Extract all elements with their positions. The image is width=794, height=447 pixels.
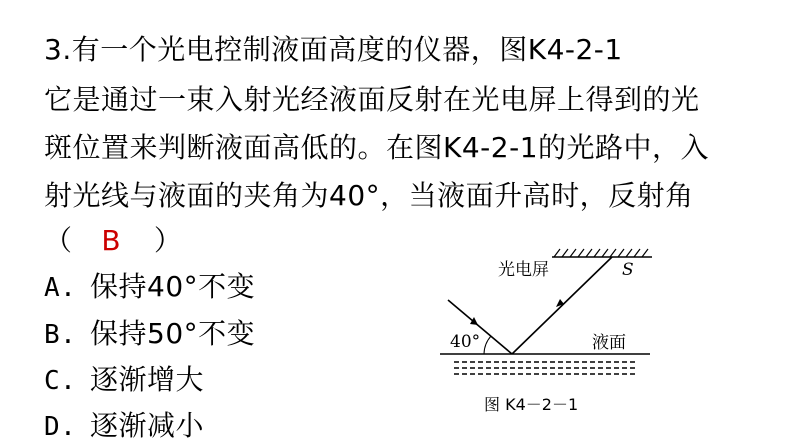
option-c xyxy=(44,360,204,401)
question-line-3: 斑位置来判断液面高低的。在图K4-2-1的光路中，入 xyxy=(44,131,710,164)
answer-paren-open: （ xyxy=(44,224,73,257)
surface-label: 液面 xyxy=(592,333,626,353)
option-b xyxy=(44,314,255,355)
option-d-letter: D. xyxy=(44,412,77,442)
option-b-text: 保持50°不变 xyxy=(90,317,256,350)
optics-diagram xyxy=(440,244,670,429)
answer-line xyxy=(44,221,182,261)
incident-arrow xyxy=(470,317,478,325)
option-a-text: 保持40°不变 xyxy=(90,270,256,303)
liquid-dashes xyxy=(454,362,638,374)
option-c-letter: C. xyxy=(44,366,77,396)
figure-caption: 图 K4－2－1 xyxy=(484,395,579,414)
screen-hatch xyxy=(552,249,652,257)
option-d xyxy=(44,406,204,447)
angle-label: 40° xyxy=(450,332,481,352)
answer-value: B xyxy=(101,224,122,257)
spot-label: S xyxy=(622,260,634,280)
option-a-letter: A. xyxy=(44,273,77,303)
question-line-4: 射光线与液面的夹角为40°，当液面升高时，反射角 xyxy=(44,179,694,212)
option-a xyxy=(44,267,255,308)
question-line-2: 它是通过一束入射光经液面反射在光电屏上得到的光 xyxy=(44,83,700,116)
angle-arc xyxy=(484,336,491,354)
screen-label: 光电屏 xyxy=(498,260,549,280)
option-b-letter: B. xyxy=(44,320,77,350)
question-line-1: 3.有一个光电控制液面高度的仪器，图K4-2-1 xyxy=(44,33,623,66)
answer-paren-close: ） xyxy=(153,224,183,257)
option-d-text: 逐渐减小 xyxy=(90,409,205,442)
optics-figure xyxy=(440,244,670,429)
option-c-text: 逐渐增大 xyxy=(90,363,205,396)
